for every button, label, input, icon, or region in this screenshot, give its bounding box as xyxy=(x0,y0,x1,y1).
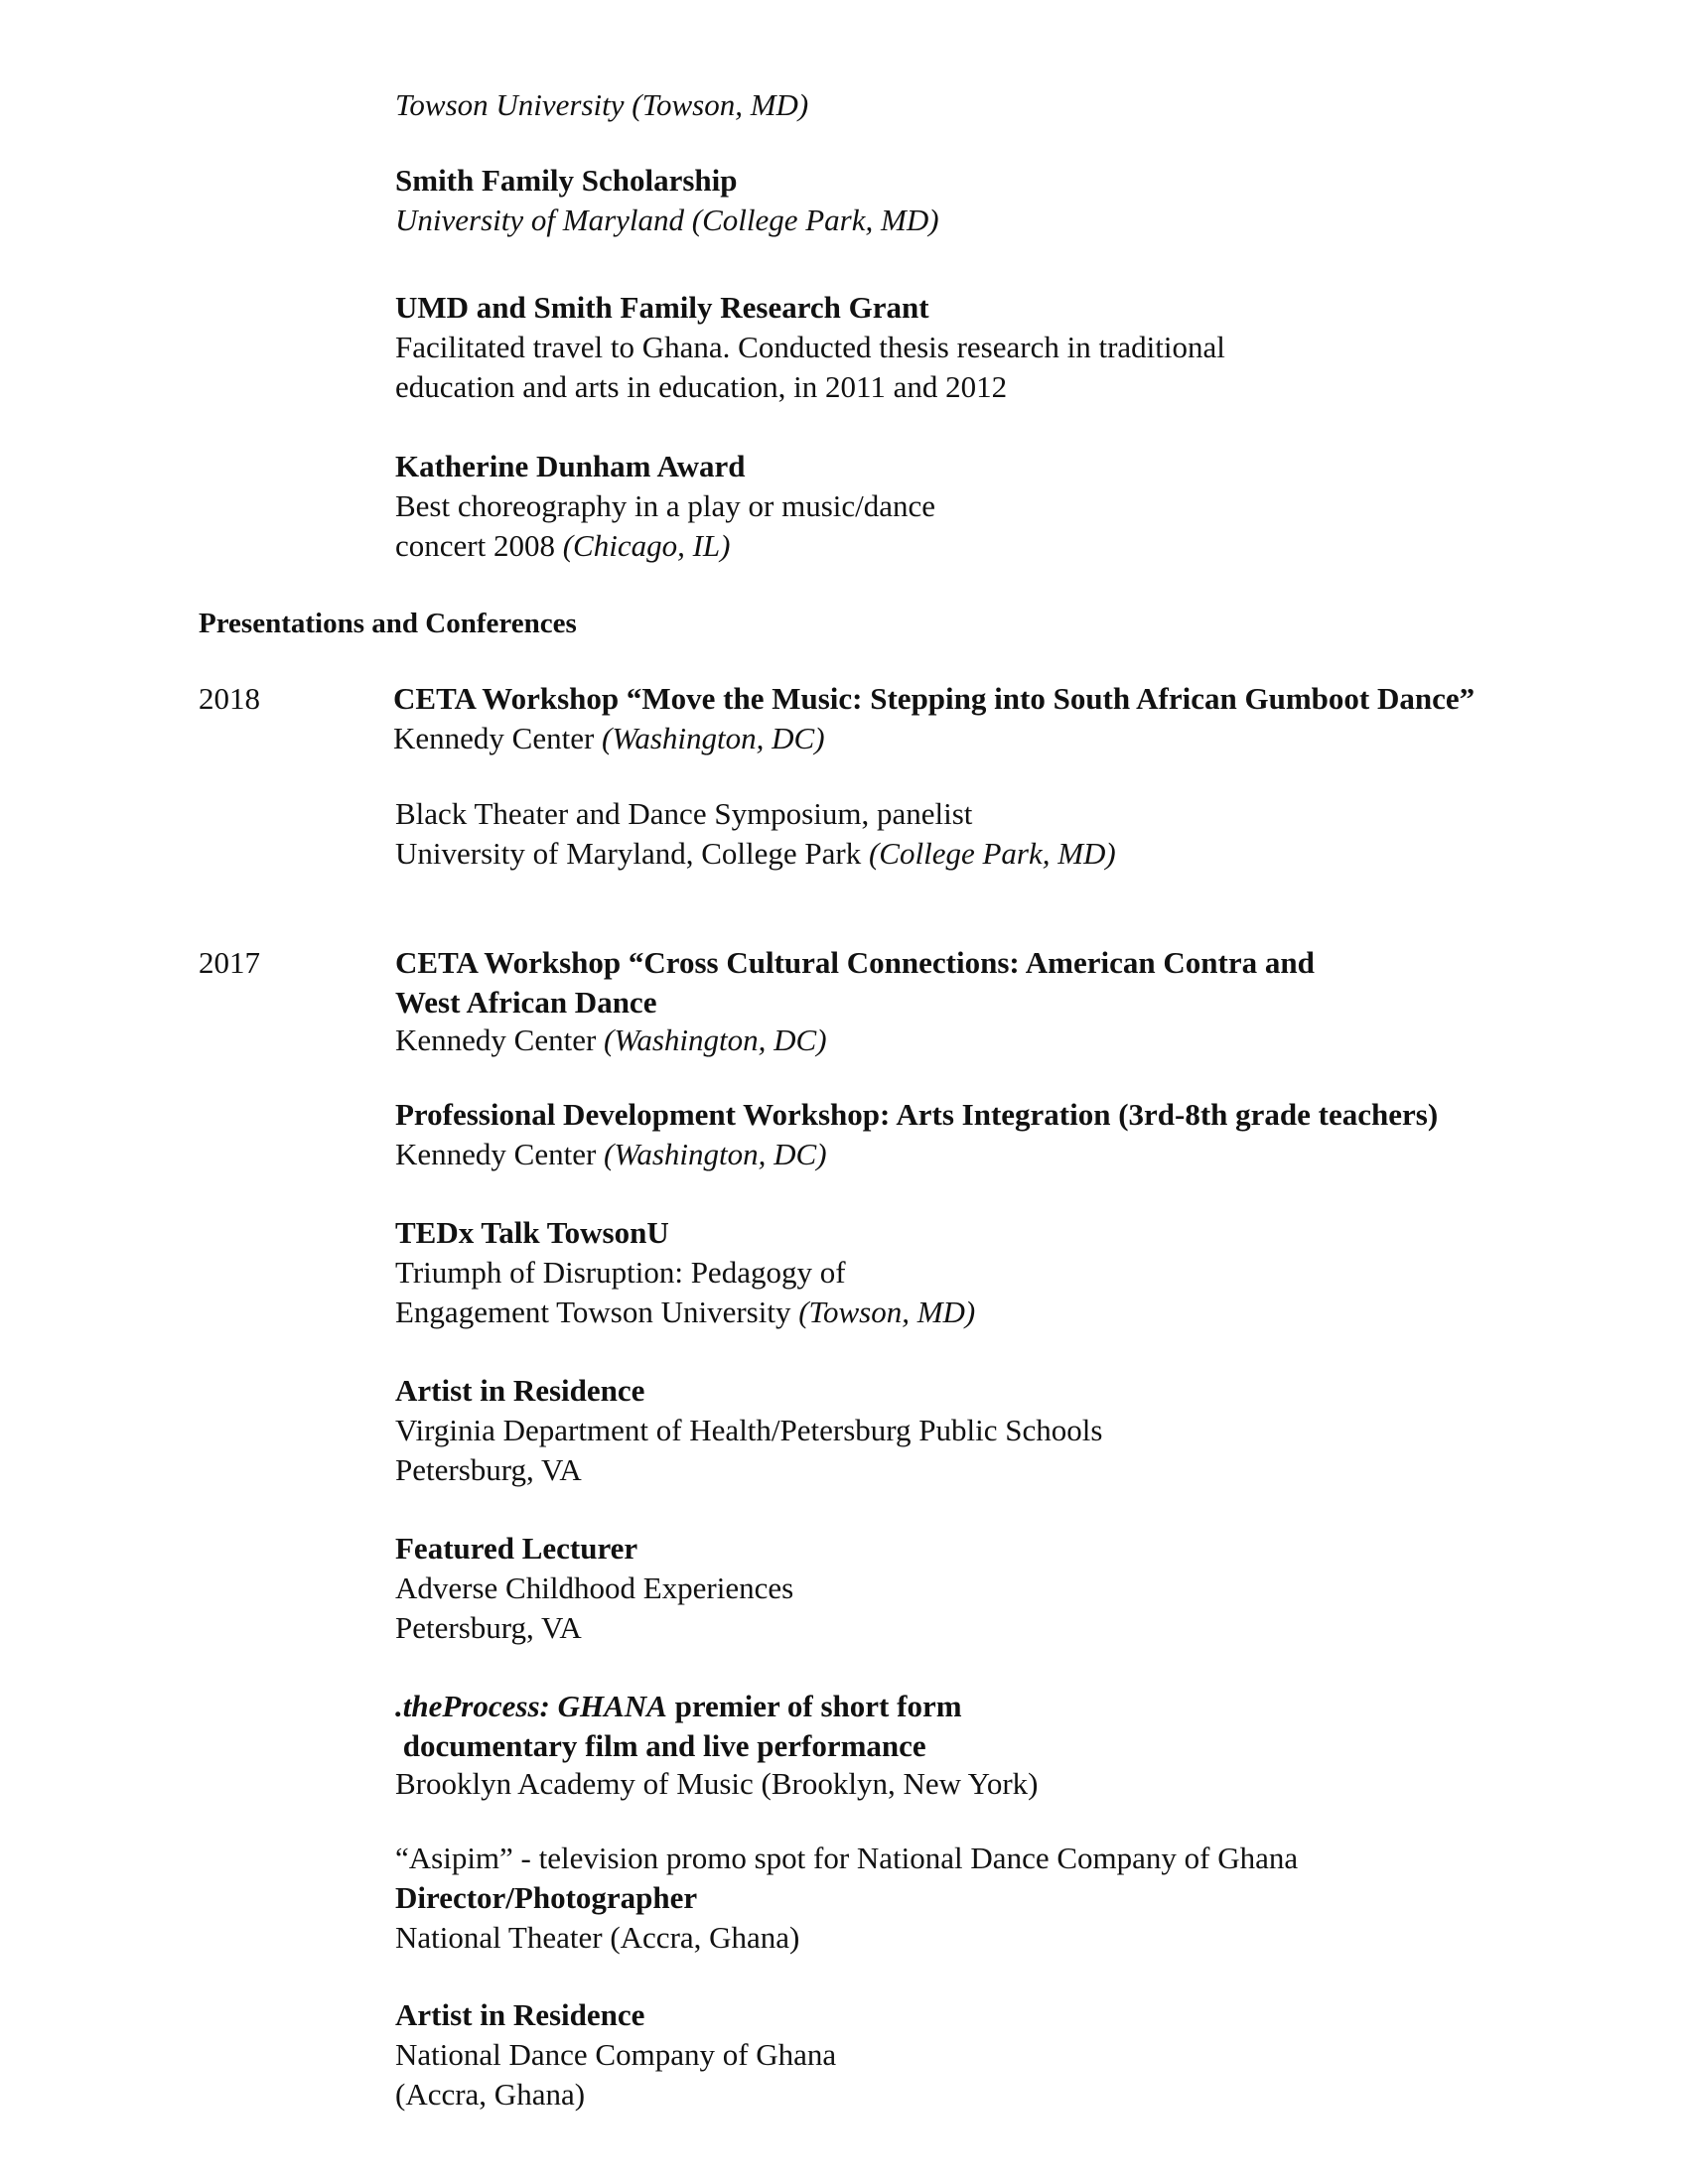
entry-title: documentary film and live performance xyxy=(395,1728,926,1763)
award-location-towson: Towson University (Towson, MD) xyxy=(395,87,809,122)
venue-location: (Towson, MD) xyxy=(798,1295,976,1329)
section-heading: Presentations and Conferences xyxy=(199,608,577,639)
entry-venue xyxy=(393,719,825,758)
venue-location: (Washington, DC) xyxy=(604,1137,827,1171)
award-location-umd: University of Maryland (College Park, MD) xyxy=(395,203,939,237)
entry-line: Petersburg, VA xyxy=(395,1452,582,1487)
venue-text: Kennedy Center xyxy=(395,1023,605,1057)
entry-venue xyxy=(395,1293,975,1332)
entry-title: CETA Workshop “Move the Music: Stepping into South African Gumboot Dance” xyxy=(393,681,1476,716)
entry-title: TEDx Talk TowsonU xyxy=(395,1215,669,1250)
award-desc-line: education and arts in education, in 2011 and 2012 xyxy=(395,369,1008,404)
entry-title: Professional Development Workshop: Arts Integration (3rd-8th grade teachers) xyxy=(395,1097,1439,1132)
entry-line: (Accra, Ghana) xyxy=(395,2077,586,2112)
entry-line: Black Theater and Dance Symposium, panelist xyxy=(395,796,973,831)
year-2017: 2017 xyxy=(199,945,260,980)
entry-title: Featured Lecturer xyxy=(395,1531,638,1566)
entry-line: Brooklyn Academy of Music (Brooklyn, New York) xyxy=(395,1766,1039,1801)
venue-text: University of Maryland, College Park xyxy=(395,836,869,871)
entry-venue xyxy=(395,1021,827,1060)
entry-line: National Theater (Accra, Ghana) xyxy=(395,1920,800,1955)
entry-venue xyxy=(395,1135,827,1174)
venue-text: Kennedy Center xyxy=(395,1137,605,1171)
venue-location: (Washington, DC) xyxy=(604,1023,827,1057)
entry-title: West African Dance xyxy=(395,985,657,1020)
award-title-dunham: Katherine Dunham Award xyxy=(395,449,746,483)
entry-title: CETA Workshop “Cross Cultural Connections: American Contra and xyxy=(395,945,1315,980)
award-title-research-grant: UMD and Smith Family Research Grant xyxy=(395,290,929,325)
entry-line: “Asipim” - television promo spot for National Dance Company of Ghana xyxy=(395,1841,1299,1875)
entry-title-rest: premier of short form xyxy=(666,1689,962,1723)
entry-venue xyxy=(395,834,1116,874)
award-title-smith-scholarship: Smith Family Scholarship xyxy=(395,163,738,198)
award-location: (Chicago, IL) xyxy=(562,528,731,563)
entry-line: Petersburg, VA xyxy=(395,1610,582,1645)
entry-line: Adverse Childhood Experiences xyxy=(395,1570,794,1605)
entry-title: Artist in Residence xyxy=(395,1373,645,1408)
venue-text: Engagement Towson University xyxy=(395,1295,799,1329)
award-desc-line: Best choreography in a play or music/dance xyxy=(395,488,936,523)
award-desc-with-location xyxy=(395,526,730,566)
award-desc-line: Facilitated travel to Ghana. Conducted thesis research in traditional xyxy=(395,330,1225,364)
entry-line: Triumph of Disruption: Pedagogy of xyxy=(395,1255,846,1290)
entry-title: Artist in Residence xyxy=(395,1997,645,2032)
entry-title: Director/Photographer xyxy=(395,1880,698,1915)
entry-line: Virginia Department of Health/Petersburg Public Schools xyxy=(395,1413,1103,1447)
entry-title-italic: .theProcess: GHANA xyxy=(395,1689,667,1723)
venue-location: (Washington, DC) xyxy=(602,721,825,755)
venue-location: (College Park, MD) xyxy=(868,836,1116,871)
venue-text: Kennedy Center xyxy=(393,721,603,755)
entry-line: National Dance Company of Ghana xyxy=(395,2037,837,2072)
award-desc-text: concert 2008 xyxy=(395,528,555,563)
year-2018: 2018 xyxy=(199,681,260,716)
entry-title xyxy=(395,1687,962,1726)
